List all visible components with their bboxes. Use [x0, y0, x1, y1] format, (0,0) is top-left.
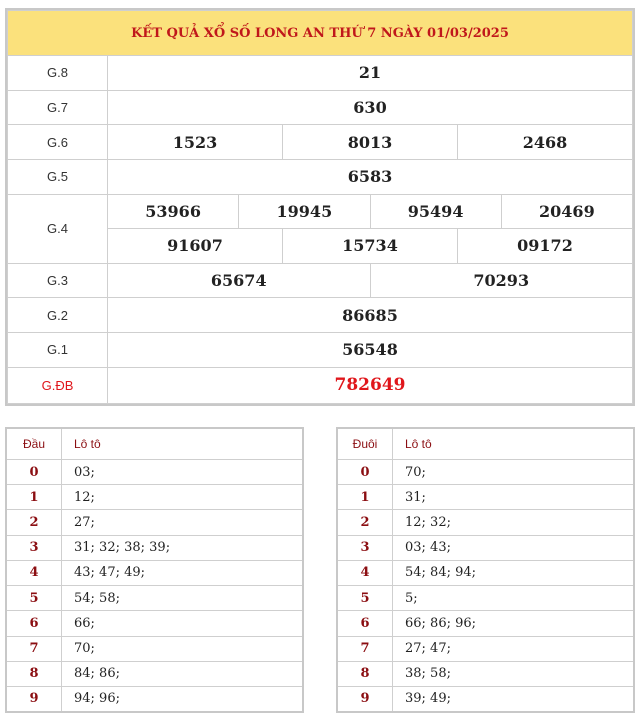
row-key: 7 — [7, 636, 62, 661]
row-key: 1 — [338, 485, 393, 510]
table-row — [7, 460, 302, 485]
prize-number: 65674 — [108, 263, 371, 298]
prize-label: G.3 — [8, 263, 108, 298]
loto-header: Lô tô — [393, 429, 634, 460]
row-key: 3 — [338, 535, 393, 560]
table-row — [7, 586, 302, 611]
row-key: 5 — [338, 586, 393, 611]
row-value: 66; — [62, 611, 303, 636]
prize-row-g8 — [8, 56, 633, 91]
row-key: 9 — [7, 686, 62, 711]
duoi-loto-panel — [336, 427, 635, 713]
table-row — [7, 535, 302, 560]
table-row — [338, 611, 633, 636]
prize-label: G.6 — [8, 125, 108, 160]
table-row — [338, 510, 633, 535]
prize-label: G.4 — [8, 194, 108, 263]
row-key: 2 — [338, 510, 393, 535]
prize-row-special — [8, 367, 633, 403]
prize-row-g6 — [8, 125, 633, 160]
row-key: 3 — [7, 535, 62, 560]
row-key: 1 — [7, 485, 62, 510]
table-row — [7, 560, 302, 585]
results-title: KẾT QUẢ XỔ SỐ LONG AN THỨ 7 NGÀY 01/03/2025 — [8, 11, 633, 56]
table-row — [7, 485, 302, 510]
prize-number: 630 — [108, 90, 633, 125]
row-value: 27; — [62, 510, 303, 535]
prize-label: G.8 — [8, 56, 108, 91]
dau-loto-panel — [5, 427, 304, 713]
prize-label: G.7 — [8, 90, 108, 125]
prize-number: 2468 — [458, 125, 633, 160]
prize-number: 91607 — [108, 229, 283, 264]
table-row — [338, 535, 633, 560]
row-value: 12; 32; — [393, 510, 634, 535]
row-value: 39; 49; — [405, 691, 451, 707]
row-value: 27; 47; — [393, 636, 634, 661]
table-row — [7, 510, 302, 535]
dau-header: Đầu — [7, 429, 62, 460]
row-value: 31; — [393, 485, 634, 510]
prize-number: 56548 — [108, 333, 633, 368]
table-row — [338, 560, 633, 585]
row-value: 54; 84; 94; — [393, 560, 634, 585]
row-key: 6 — [7, 611, 62, 636]
prize-label: G.2 — [8, 298, 108, 333]
row-key: 4 — [7, 560, 62, 585]
prize-number: 21 — [108, 56, 633, 91]
table-row — [338, 460, 633, 485]
prize-row-g1 — [8, 333, 633, 368]
row-value: 5; — [393, 586, 634, 611]
row-value: 94; 96; — [74, 691, 120, 707]
duoi-header: Đuôi — [338, 429, 393, 460]
row-key: 0 — [338, 460, 393, 485]
row-value: 54; 58; — [62, 586, 303, 611]
row-value: 84; 86; — [62, 661, 303, 686]
row-value: 03; — [62, 460, 303, 485]
prize-number: 86685 — [108, 298, 633, 333]
prize-row-g7 — [8, 90, 633, 125]
loto-header: Lô tô — [62, 429, 303, 460]
row-value: 70; — [393, 460, 634, 485]
table-row — [7, 661, 302, 686]
row-key: 2 — [7, 510, 62, 535]
row-key: 0 — [7, 460, 62, 485]
table-row — [338, 586, 633, 611]
row-value: 12; — [62, 485, 303, 510]
table-row — [7, 611, 302, 636]
row-key: 8 — [7, 661, 62, 686]
dau-loto-table — [7, 429, 302, 711]
row-value: 70; — [62, 636, 303, 661]
row-key: 8 — [338, 661, 393, 686]
prize-label: G.1 — [8, 333, 108, 368]
table-row — [338, 661, 633, 686]
prize-number: 6583 — [108, 159, 633, 194]
row-value: 66; 86; 96; — [393, 611, 634, 636]
row-key: 4 — [338, 560, 393, 585]
prize-number: 09172 — [458, 229, 633, 264]
row-key: 6 — [338, 611, 393, 636]
prize-number: 19945 — [239, 194, 370, 229]
results-panel — [5, 8, 635, 406]
prize-label: G.ĐB — [8, 367, 108, 403]
prize-row-g5 — [8, 159, 633, 194]
prize-number: 70293 — [370, 263, 633, 298]
table-row — [338, 686, 633, 711]
prize-number: 8013 — [283, 125, 458, 160]
prize-number: 53966 — [108, 194, 239, 229]
table-row — [338, 485, 633, 510]
row-key: 7 — [338, 636, 393, 661]
results-table — [7, 10, 633, 404]
row-value: 38; 58; — [393, 661, 634, 686]
row-value: 03; 43; — [393, 535, 634, 560]
prize-number: 1523 — [108, 125, 283, 160]
duoi-loto-table — [338, 429, 633, 711]
prize-number: 15734 — [283, 229, 458, 264]
prize-row-g4 — [8, 194, 633, 229]
prize-number: 20469 — [501, 194, 632, 229]
row-key: 5 — [7, 586, 62, 611]
row-value: 43; 47; 49; — [62, 560, 303, 585]
table-row — [338, 636, 633, 661]
special-prize-number: 782649 — [108, 367, 633, 403]
table-row — [7, 636, 302, 661]
row-value: 31; 32; 38; 39; — [62, 535, 303, 560]
table-row — [7, 686, 302, 711]
prize-number: 95494 — [370, 194, 501, 229]
prize-row-g3 — [8, 263, 633, 298]
prize-row-g2 — [8, 298, 633, 333]
prize-label: G.5 — [8, 159, 108, 194]
row-key: 9 — [338, 686, 393, 711]
